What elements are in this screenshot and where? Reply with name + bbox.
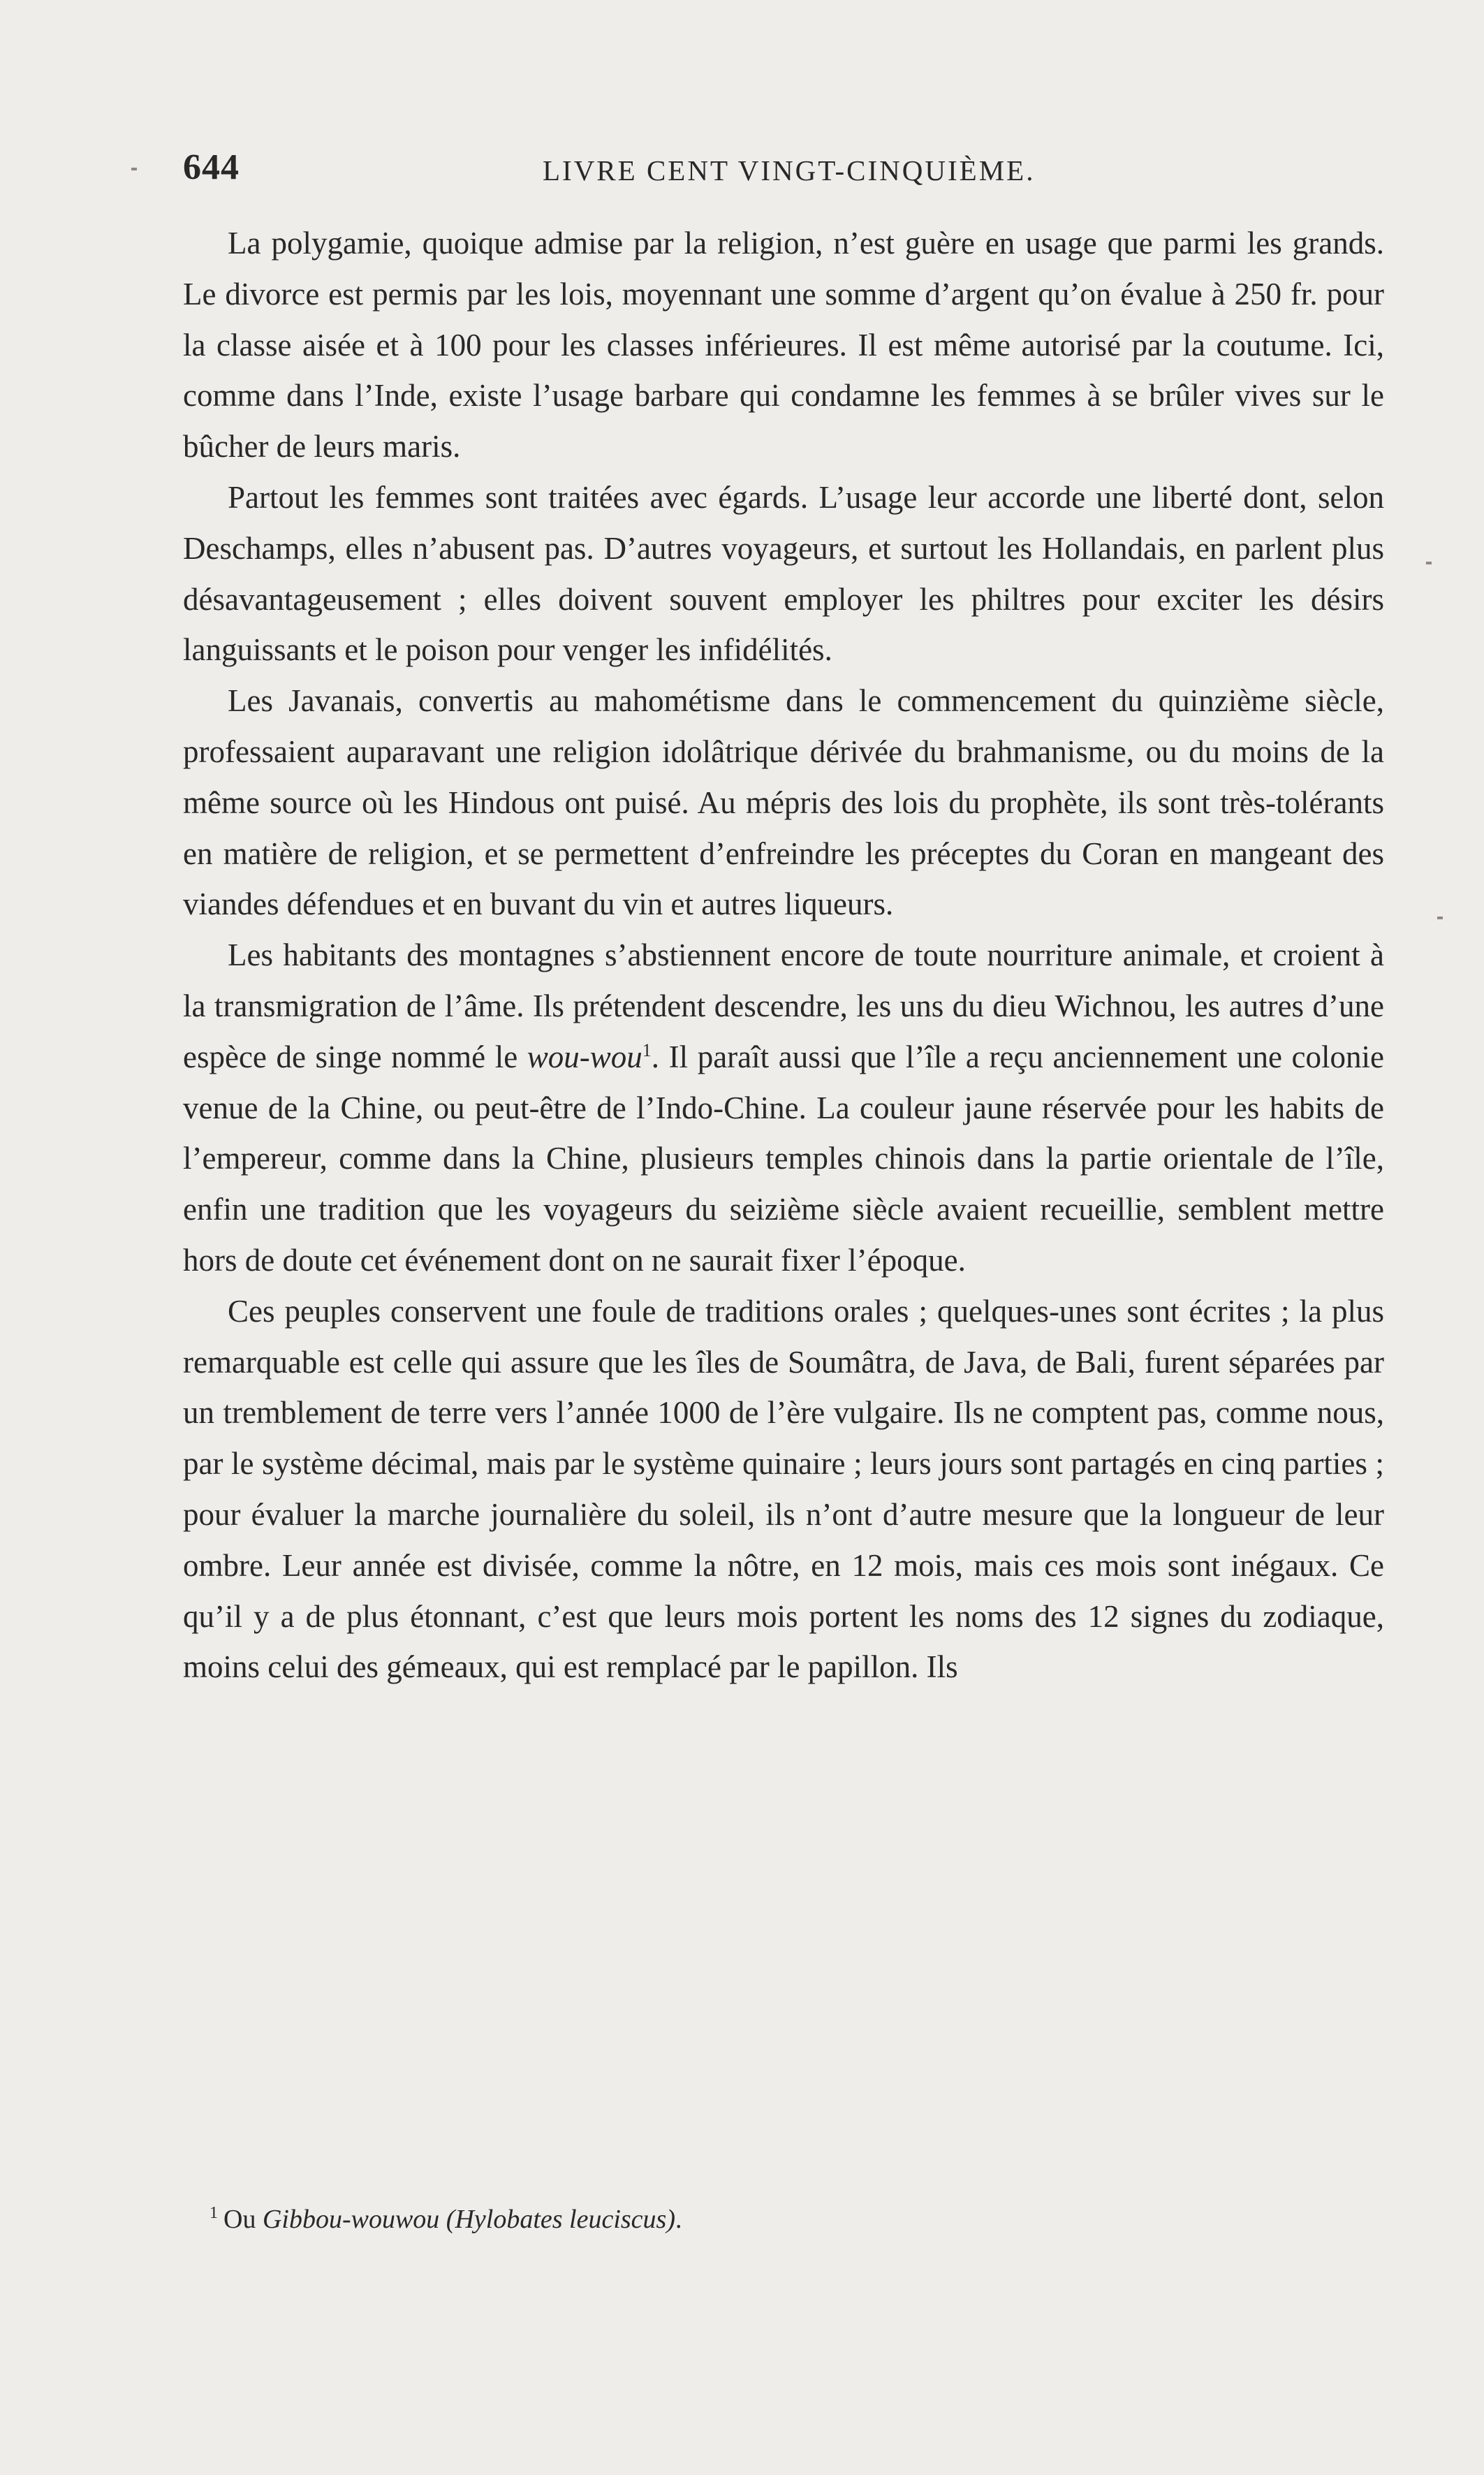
paragraph-text: Partout les femmes sont traitées avec égards. L’usage leur accorde une liberté dont, selon Deschamps, elles n’abusent pas. D’autres voyageurs, et surtout les Hollandais, en parlent plus désavantageusement ; elles doivent souvent employer les philtres pour exciter les désirs languissants et le poison pour venger les infidélités. — [183, 479, 1384, 668]
margin-mark — [1437, 917, 1443, 919]
footnote-italic: Gibbou-wouwou (Hylobates leuciscus) — [262, 2205, 675, 2234]
running-title: LIVRE CENT VINGT-CINQUIÈME. — [543, 154, 1036, 187]
paragraph-text: Ces peuples conservent une foule de traditions orales ; quelques-unes sont écrites ; la plus remarquable est celle qui assure que les îles de Soumâtra, de Java, de Bali, furent séparées par un tremblement de terre vers l’année 1000 de l’ère vulgaire. Ils ne comptent pas, comme nous, par le système décimal, mais par le système quinaire ; leurs jours sont partagés en cinq parties ; pour évaluer la marche journalière du soleil, ils n’ont d’autre mesure que la longueur de leur ombre. Leur année est divisée, comme la nôtre, en 12 mois, mais ces mois sont inégaux. Ce qu’il y a de plus étonnant, c’est que leurs mois portent les noms des 12 signes du zodiaque, moins celui des gémeaux, qui est remplacé par le papillon. Ils — [183, 1293, 1384, 1685]
footnote-reference[interactable]: 1 — [642, 1039, 652, 1060]
footnote-mark: 1 — [210, 2204, 218, 2223]
page-header — [183, 147, 1398, 203]
paragraph-traditions — [183, 1286, 1384, 1693]
paragraph-text: Les habitants des montagnes s’abstiennent encore de toute nourriture animale, et croient à la transmigration de l’âme. Ils prétendent descendre, les uns du dieu Wichnou, les autres d’une espèce de singe nommé le — [183, 937, 1384, 1074]
body-text — [183, 218, 1384, 1693]
footnote — [210, 2202, 1383, 2237]
paragraph-text: Les Javanais, convertis au mahométisme dans le commencement du quinzième siècle, professaient auparavant une religion idolâtrique dérivée du brahmanisme, ou du moins de la même source où les Hindous ont puisé. Au mépris des lois du prophète, ils sont très-tolérants en matière de religion, et se permettent d’enfreindre les préceptes du Coran en mangeant des viandes défendues et en buvant du vin et autres liqueurs. — [183, 683, 1384, 922]
footnote-tail: . — [675, 2205, 682, 2234]
margin-mark — [131, 168, 137, 170]
margin-mark — [1426, 562, 1432, 564]
paragraph-mountain-people — [183, 930, 1384, 1286]
paragraph-women — [183, 472, 1384, 676]
page-number: 644 — [183, 147, 240, 187]
paragraph-polygamy — [183, 218, 1384, 472]
paragraph-text: La polygamie, quoique admise par la religion, n’est guère en usage que parmi les grands. Le divorce est permis par les lois, moyennant une somme d’argent qu’on évalue à 250 fr. pour la classe aisée et à 100 pour les classes inférieures. Il est même autorisé par la coutume. Ici, comme dans l’Inde, existe l’usage barbare qui condamne les femmes à se brûler vives sur le bûcher de leurs maris. — [183, 226, 1384, 465]
paragraph-text: . Il paraît aussi que l’île a reçu anciennement une colonie venue de la Chine, ou peut-être de l’Indo-Chine. La couleur jaune réservée pour les habits de l’empereur, comme dans la Chine, plusieurs temples chinois dans la partie orientale de l’île, enfin une tradition que les voyageurs du seizième siècle avaient recueillie, semblent mettre hors de doute cet événement dont on ne saurait fixer l’époque. — [183, 1039, 1384, 1278]
footnote-lead: Ou — [223, 2205, 263, 2234]
italic-term-wou-wou: wou-wou — [527, 1039, 642, 1074]
paragraph-religion — [183, 676, 1384, 930]
